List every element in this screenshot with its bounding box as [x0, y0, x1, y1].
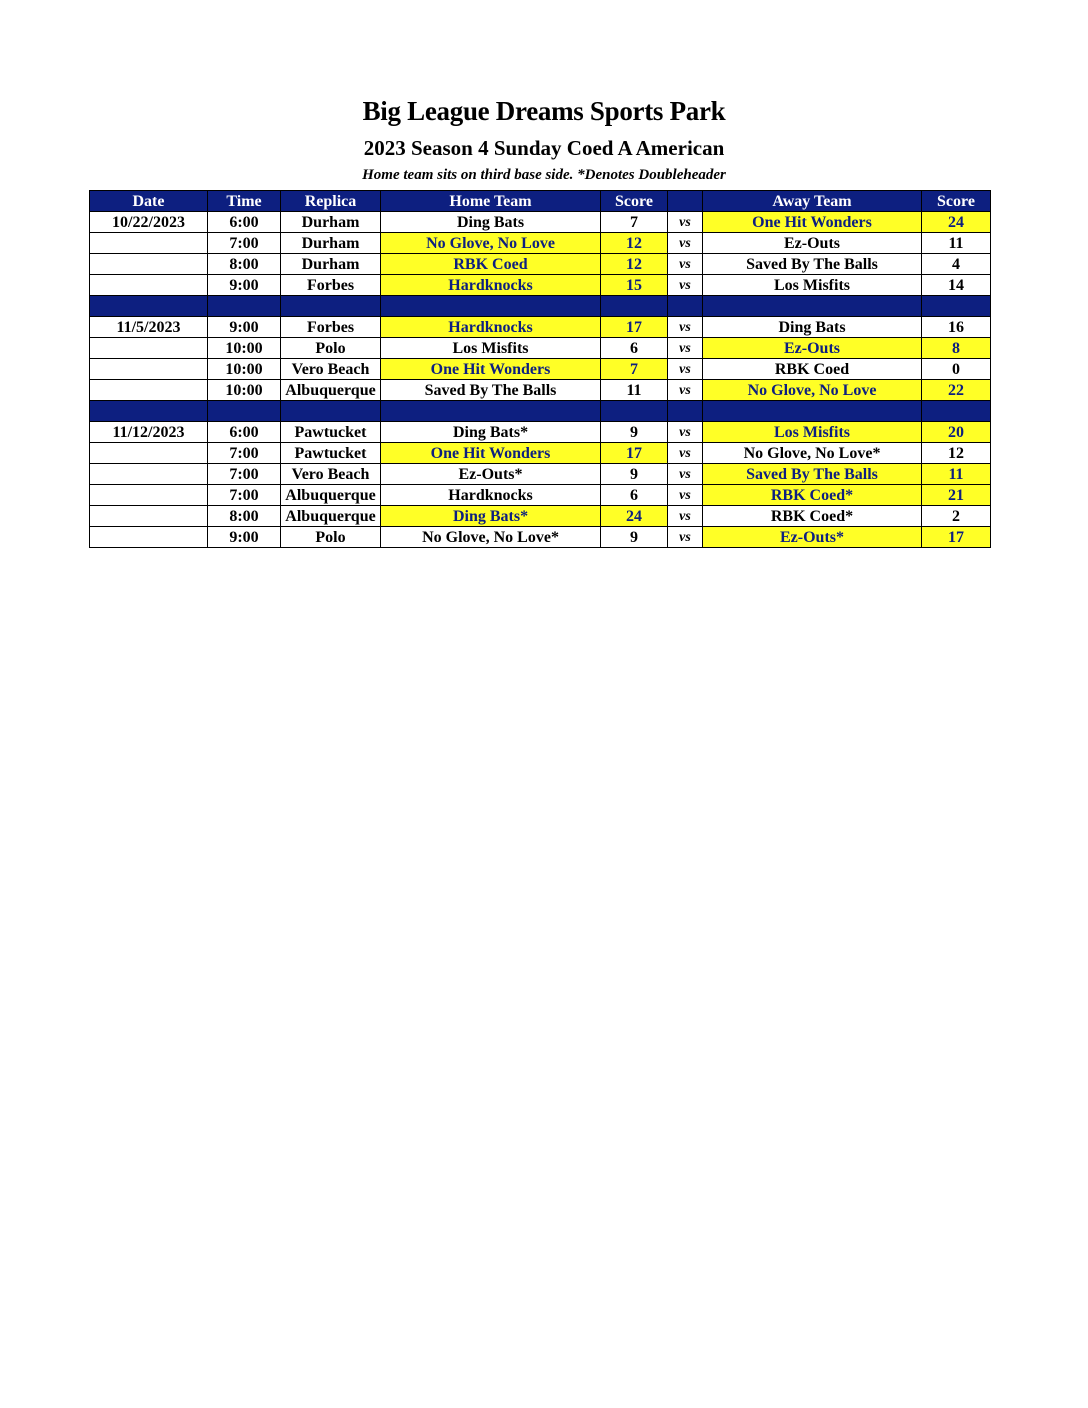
vs-cell: vs	[668, 317, 703, 338]
date-cell	[90, 275, 208, 296]
date-cell	[90, 464, 208, 485]
game-row	[90, 506, 991, 527]
game-row	[90, 485, 991, 506]
replica-cell: Forbes	[281, 317, 381, 338]
date-cell	[90, 443, 208, 464]
away-score-cell: 21	[922, 485, 991, 506]
home-team-cell: Saved By The Balls	[381, 380, 601, 401]
home-score-cell: 15	[601, 275, 668, 296]
game-row	[90, 422, 991, 443]
away-team-cell: Ding Bats	[703, 317, 922, 338]
away-score-cell: 4	[922, 254, 991, 275]
replica-cell: Durham	[281, 254, 381, 275]
separator-cell	[668, 401, 703, 422]
away-team-cell: RBK Coed*	[703, 506, 922, 527]
vs-cell: vs	[668, 485, 703, 506]
vs-cell: vs	[668, 233, 703, 254]
separator-cell	[922, 401, 991, 422]
vs-cell: vs	[668, 212, 703, 233]
home-score-cell: 9	[601, 464, 668, 485]
separator-cell	[703, 401, 922, 422]
vs-cell: vs	[668, 506, 703, 527]
separator-cell	[381, 296, 601, 317]
time-cell: 10:00	[208, 338, 281, 359]
header-replica: Replica	[281, 191, 381, 212]
date-cell	[90, 506, 208, 527]
page-title: Big League Dreams Sports Park	[362, 96, 726, 126]
vs-cell: vs	[668, 275, 703, 296]
home-team-cell: Ez-Outs*	[381, 464, 601, 485]
separator-cell	[668, 296, 703, 317]
home-team-cell: Hardknocks	[381, 317, 601, 338]
time-cell: 9:00	[208, 275, 281, 296]
vs-cell: vs	[668, 422, 703, 443]
away-score-cell: 20	[922, 422, 991, 443]
time-cell: 7:00	[208, 443, 281, 464]
separator-cell	[601, 296, 668, 317]
home-score-cell: 7	[601, 359, 668, 380]
home-score-cell: 7	[601, 212, 668, 233]
home-team-cell: One Hit Wonders	[381, 359, 601, 380]
date-cell	[90, 338, 208, 359]
separator-cell	[281, 401, 381, 422]
date-cell: 11/5/2023	[90, 317, 208, 338]
home-score-cell: 11	[601, 380, 668, 401]
separator-cell	[208, 296, 281, 317]
game-row	[90, 317, 991, 338]
game-row	[90, 380, 991, 401]
date-cell: 11/12/2023	[90, 422, 208, 443]
replica-cell: Albuquerque	[281, 380, 381, 401]
game-row	[90, 233, 991, 254]
separator-cell	[90, 401, 208, 422]
replica-cell: Durham	[281, 212, 381, 233]
away-score-cell: 12	[922, 443, 991, 464]
date-cell	[90, 233, 208, 254]
separator-cell	[601, 401, 668, 422]
home-team-cell: Hardknocks	[381, 485, 601, 506]
away-score-cell: 16	[922, 317, 991, 338]
time-cell: 8:00	[208, 254, 281, 275]
vs-cell: vs	[668, 359, 703, 380]
game-row	[90, 527, 991, 548]
separator-cell	[381, 401, 601, 422]
vs-cell: vs	[668, 443, 703, 464]
away-score-cell: 14	[922, 275, 991, 296]
header-home-score: Score	[601, 191, 668, 212]
header-away-score: Score	[922, 191, 991, 212]
away-team-cell: Ez-Outs	[703, 233, 922, 254]
replica-cell: Vero Beach	[281, 464, 381, 485]
home-team-cell: No Glove, No Love	[381, 233, 601, 254]
away-team-cell: Saved By The Balls	[703, 254, 922, 275]
separator-cell	[208, 401, 281, 422]
away-score-cell: 17	[922, 527, 991, 548]
away-team-cell: RBK Coed*	[703, 485, 922, 506]
away-team-cell: Ez-Outs*	[703, 527, 922, 548]
time-cell: 10:00	[208, 380, 281, 401]
time-cell: 7:00	[208, 464, 281, 485]
time-cell: 8:00	[208, 506, 281, 527]
time-cell: 7:00	[208, 485, 281, 506]
home-score-cell: 17	[601, 443, 668, 464]
home-score-cell: 9	[601, 422, 668, 443]
away-team-cell: RBK Coed	[703, 359, 922, 380]
replica-cell: Pawtucket	[281, 422, 381, 443]
home-score-cell: 24	[601, 506, 668, 527]
home-team-cell: Hardknocks	[381, 275, 601, 296]
home-team-cell: No Glove, No Love*	[381, 527, 601, 548]
header-date: Date	[90, 191, 208, 212]
time-cell: 10:00	[208, 359, 281, 380]
home-team-cell: Los Misfits	[381, 338, 601, 359]
header-away-team: Away Team	[703, 191, 922, 212]
replica-cell: Albuquerque	[281, 506, 381, 527]
away-team-cell: One Hit Wonders	[703, 212, 922, 233]
header-row	[90, 191, 991, 212]
home-team-cell: Ding Bats*	[381, 422, 601, 443]
page-subtitle: 2023 Season 4 Sunday Coed A American	[363, 136, 725, 160]
replica-cell: Polo	[281, 338, 381, 359]
vs-cell: vs	[668, 380, 703, 401]
home-team-cell: Ding Bats*	[381, 506, 601, 527]
home-score-cell: 9	[601, 527, 668, 548]
away-team-cell: Los Misfits	[703, 275, 922, 296]
away-score-cell: 8	[922, 338, 991, 359]
replica-cell: Durham	[281, 233, 381, 254]
time-cell: 7:00	[208, 233, 281, 254]
away-team-cell: Los Misfits	[703, 422, 922, 443]
home-score-cell: 12	[601, 254, 668, 275]
vs-cell: vs	[668, 527, 703, 548]
game-row	[90, 443, 991, 464]
vs-cell: vs	[668, 254, 703, 275]
date-separator-row	[90, 401, 991, 422]
away-score-cell: 24	[922, 212, 991, 233]
away-score-cell: 0	[922, 359, 991, 380]
date-cell	[90, 485, 208, 506]
schedule-note: Home team sits on third base side. *Denotes Doubleheader	[362, 167, 726, 183]
time-cell: 9:00	[208, 527, 281, 548]
replica-cell: Forbes	[281, 275, 381, 296]
replica-cell: Albuquerque	[281, 485, 381, 506]
home-score-cell: 6	[601, 338, 668, 359]
separator-cell	[922, 296, 991, 317]
date-cell	[90, 254, 208, 275]
separator-cell	[90, 296, 208, 317]
away-score-cell: 11	[922, 233, 991, 254]
date-separator-row	[90, 296, 991, 317]
game-row	[90, 275, 991, 296]
game-row	[90, 254, 991, 275]
game-row	[90, 338, 991, 359]
schedule-body	[90, 212, 991, 548]
game-row	[90, 212, 991, 233]
date-cell	[90, 359, 208, 380]
header-vs	[668, 191, 703, 212]
away-team-cell: Ez-Outs	[703, 338, 922, 359]
game-row	[90, 464, 991, 485]
vs-cell: vs	[668, 338, 703, 359]
home-score-cell: 17	[601, 317, 668, 338]
separator-cell	[703, 296, 922, 317]
header-home-team: Home Team	[381, 191, 601, 212]
replica-cell: Polo	[281, 527, 381, 548]
away-score-cell: 22	[922, 380, 991, 401]
away-score-cell: 11	[922, 464, 991, 485]
replica-cell: Pawtucket	[281, 443, 381, 464]
replica-cell: Vero Beach	[281, 359, 381, 380]
home-score-cell: 6	[601, 485, 668, 506]
separator-cell	[281, 296, 381, 317]
game-row	[90, 359, 991, 380]
date-cell	[90, 527, 208, 548]
time-cell: 9:00	[208, 317, 281, 338]
date-cell: 10/22/2023	[90, 212, 208, 233]
home-team-cell: One Hit Wonders	[381, 443, 601, 464]
home-team-cell: Ding Bats	[381, 212, 601, 233]
header-time: Time	[208, 191, 281, 212]
home-team-cell: RBK Coed	[381, 254, 601, 275]
away-team-cell: No Glove, No Love*	[703, 443, 922, 464]
away-team-cell: Saved By The Balls	[703, 464, 922, 485]
home-score-cell: 12	[601, 233, 668, 254]
vs-cell: vs	[668, 464, 703, 485]
time-cell: 6:00	[208, 422, 281, 443]
away-score-cell: 2	[922, 506, 991, 527]
schedule-table	[89, 190, 991, 548]
away-team-cell: No Glove, No Love	[703, 380, 922, 401]
date-cell	[90, 380, 208, 401]
time-cell: 6:00	[208, 212, 281, 233]
